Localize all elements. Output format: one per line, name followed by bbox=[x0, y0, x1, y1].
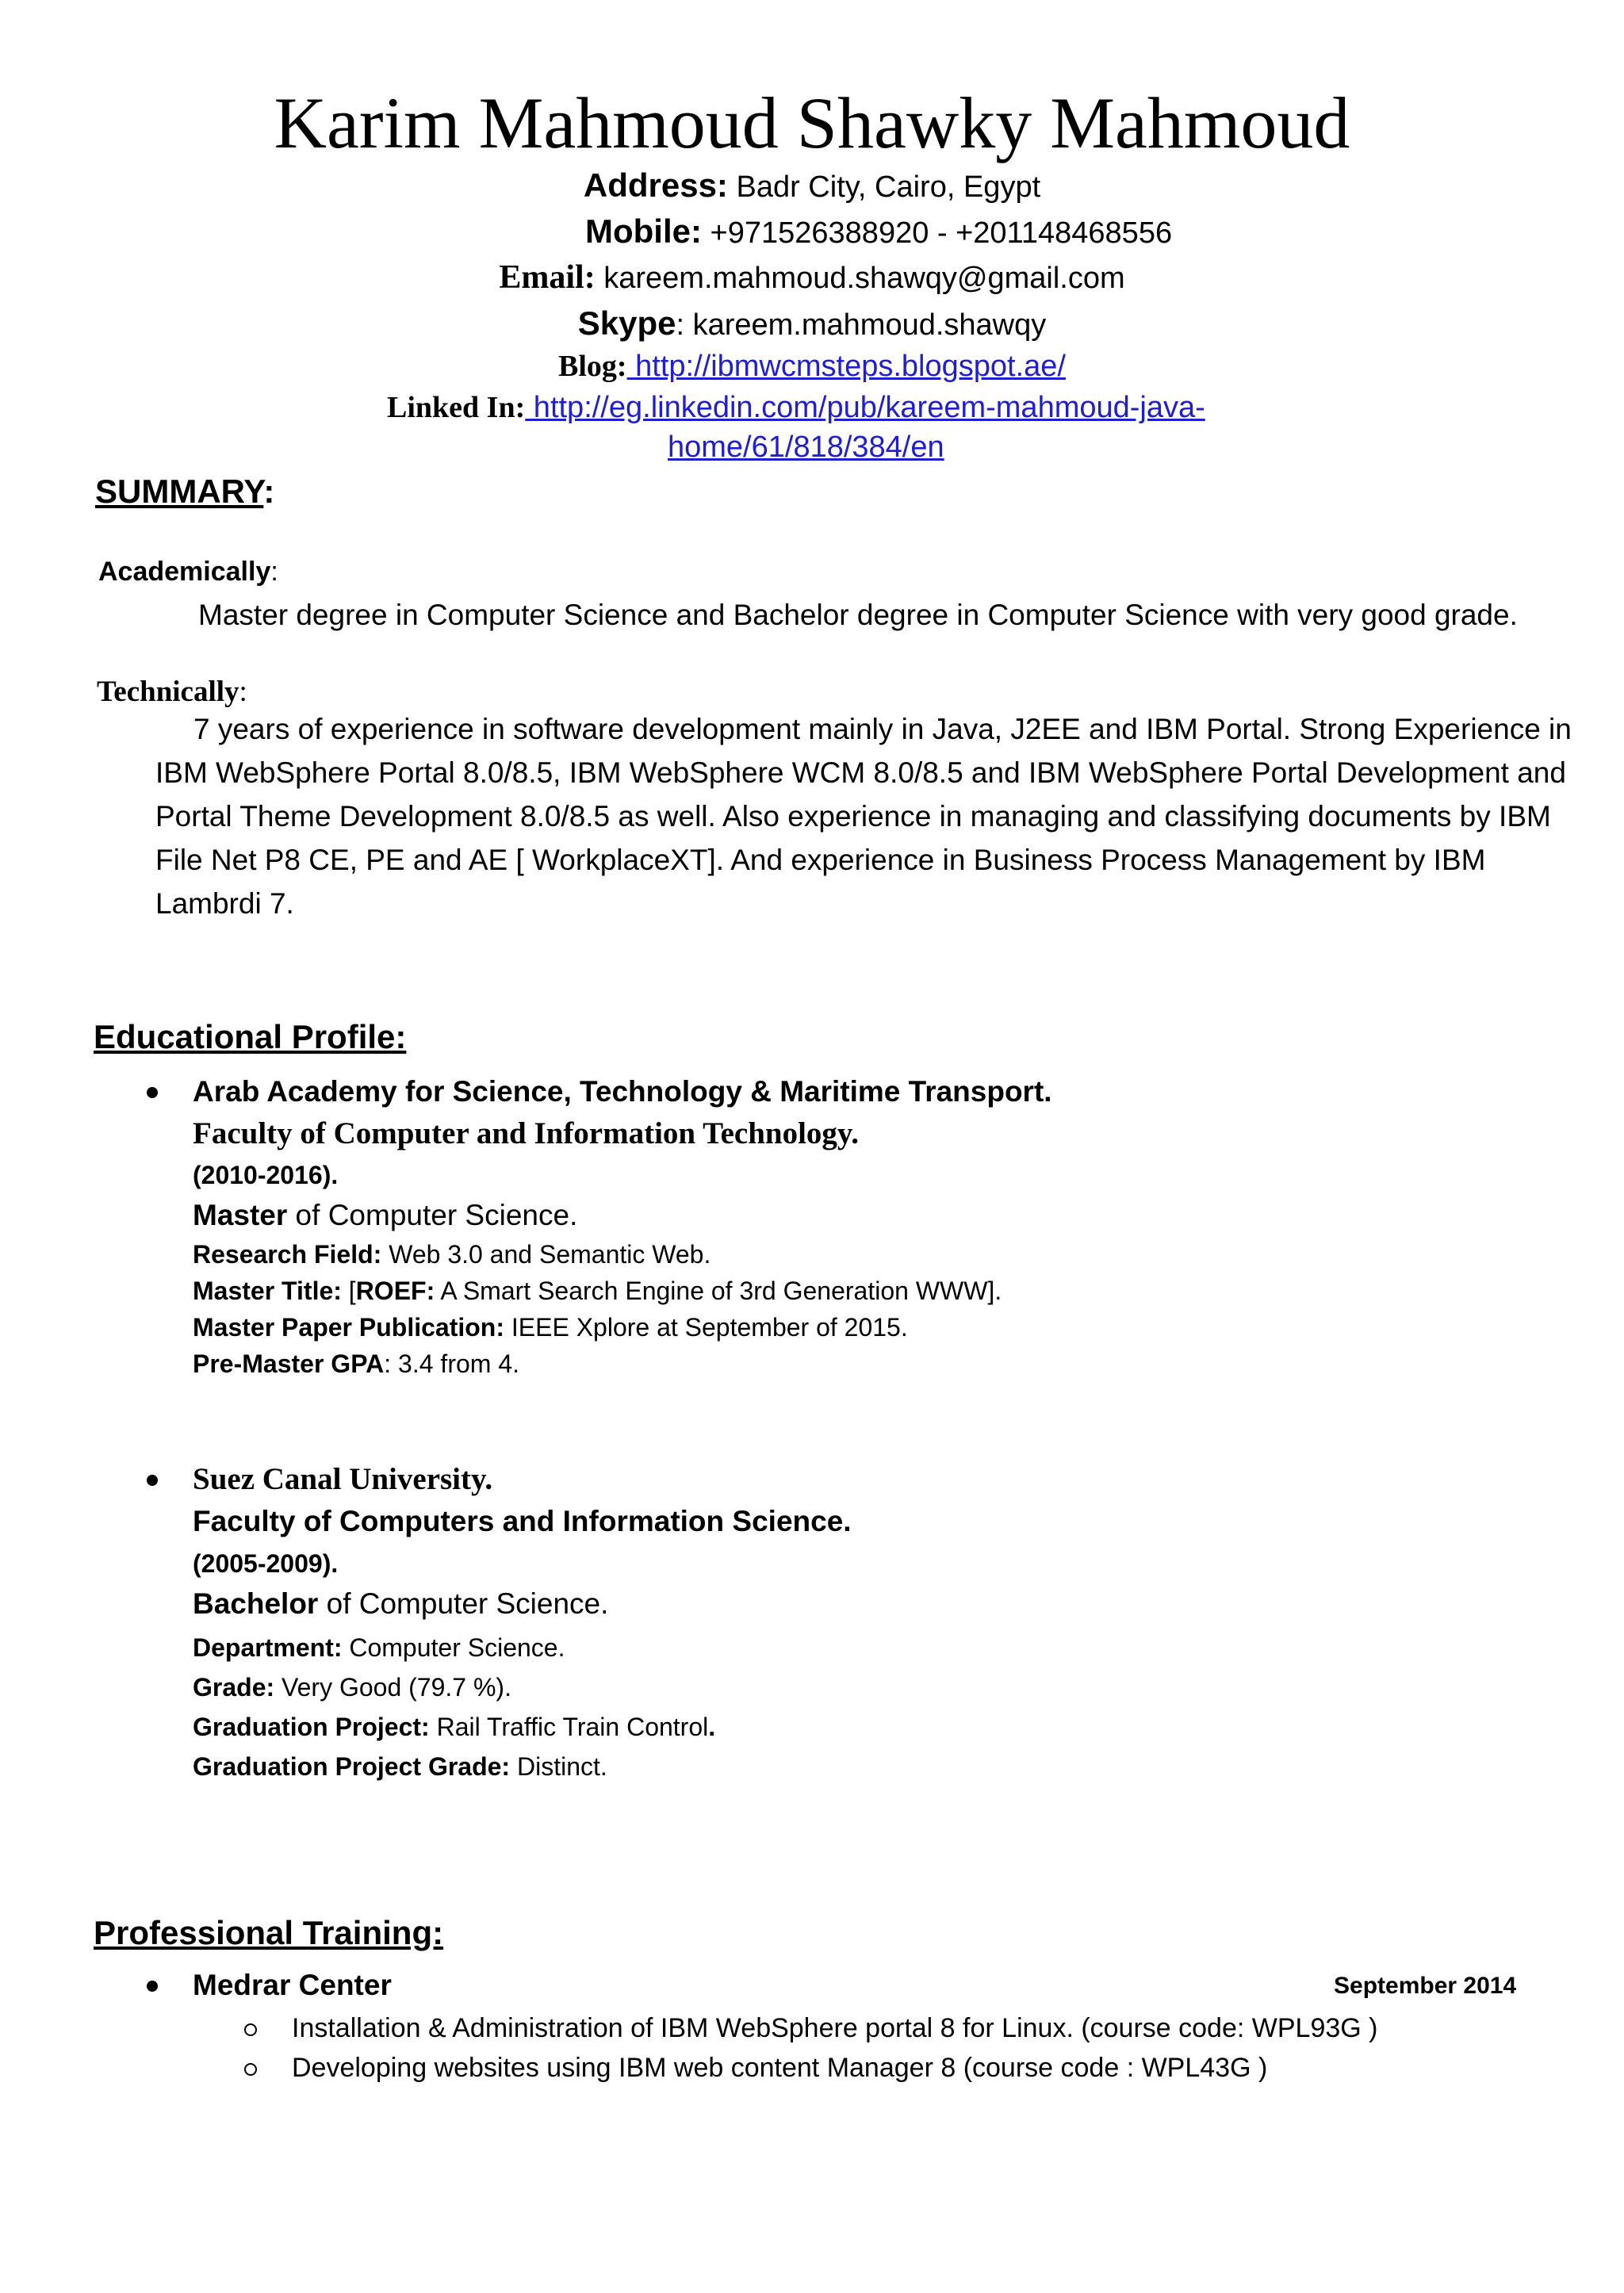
skype-value: : kareem.mahmoud.shawqy bbox=[676, 308, 1047, 342]
education-degree bbox=[193, 1197, 577, 1234]
education-detail bbox=[193, 1346, 519, 1381]
technically-text: 7 years of experience in software development mainly in Java, J2EE and IBM Portal. Strong Experience in IBM WebSphere Portal 8.0/8.5, IBM WebSphere WCM 8.0/8.5 and IBM WebSphere Portal Development and Portal Theme Development 8.0/8.5 as well. Also experience in managing and classifying documents by IBM File Net P8 CE, PE and AE [ WorkplaceXT]. And experience in Business Process Management by IBM Lambrdi 7. bbox=[155, 713, 1572, 920]
education-detail bbox=[193, 1709, 715, 1744]
education-detail bbox=[193, 1670, 511, 1705]
summary-heading bbox=[95, 471, 274, 512]
address-label: Address: bbox=[583, 167, 728, 204]
education-degree bbox=[193, 1586, 608, 1622]
bullet-icon bbox=[147, 1475, 158, 1486]
detail-value: : 3.4 from 4. bbox=[384, 1349, 519, 1378]
detail-value: Very Good (79.7 %). bbox=[274, 1673, 511, 1702]
education-institution: Suez Canal University. bbox=[193, 1462, 493, 1496]
education-heading: Educational Profile: bbox=[94, 1018, 407, 1055]
detail-value: A Smart Search Engine of 3rd Generation WWW]. bbox=[435, 1277, 1002, 1305]
training-heading: Professional Training: bbox=[94, 1914, 444, 1951]
mobile-line bbox=[585, 212, 1172, 252]
email-line bbox=[0, 258, 1624, 297]
circle-bullet-icon bbox=[244, 2063, 257, 2076]
detail-label: Graduation Project Grade: bbox=[193, 1752, 511, 1781]
technically-label: Technically bbox=[97, 676, 239, 708]
blog-label: Blog: bbox=[558, 350, 627, 383]
degree-bold: Master bbox=[193, 1199, 288, 1231]
detail-value: Distinct. bbox=[510, 1752, 607, 1781]
degree-rest: of Computer Science. bbox=[318, 1587, 609, 1620]
address-value: Badr City, Cairo, Egypt bbox=[727, 170, 1041, 204]
technically-text-block bbox=[155, 707, 1583, 925]
detail-label: Pre-Master GPA bbox=[193, 1349, 385, 1378]
summary-heading-colon: : bbox=[263, 473, 275, 510]
linkedin-label: Linked In: bbox=[387, 391, 526, 424]
degree-rest: of Computer Science. bbox=[287, 1199, 578, 1231]
mobile-label: Mobile: bbox=[585, 212, 702, 250]
education-detail bbox=[193, 1749, 607, 1784]
email-value: kareem.mahmoud.shawqy@gmail.com bbox=[595, 262, 1125, 295]
linkedin-line bbox=[387, 389, 1205, 427]
training-center: Medrar Center bbox=[193, 1969, 392, 2001]
detail-label: Research Field: bbox=[193, 1240, 382, 1269]
training-date: September 2014 bbox=[1334, 1973, 1517, 1999]
detail-label: Graduation Project: bbox=[193, 1713, 430, 1741]
email-label: Email: bbox=[499, 259, 596, 296]
detail-label: Master Paper Publication: bbox=[193, 1313, 504, 1342]
education-years: (2005-2009). bbox=[193, 1549, 339, 1578]
detail-value-tail: . bbox=[708, 1713, 716, 1741]
detail-value-pre: [ bbox=[341, 1277, 356, 1305]
detail-label: Grade: bbox=[193, 1673, 275, 1702]
education-detail bbox=[193, 1630, 565, 1665]
detail-label: Master Title: bbox=[193, 1277, 342, 1305]
blog-link[interactable]: http://ibmwcmsteps.blogspot.ae/ bbox=[626, 350, 1066, 383]
circle-bullet-icon bbox=[244, 2023, 257, 2036]
detail-value: Rail Traffic Train Control bbox=[429, 1713, 709, 1741]
technically-colon: : bbox=[239, 676, 247, 708]
academically-colon: : bbox=[270, 557, 278, 587]
education-faculty: Faculty of Computer and Information Technology. bbox=[193, 1116, 860, 1150]
bullet-icon bbox=[147, 1087, 158, 1098]
education-institution: Arab Academy for Science, Technology & Maritime Transport. bbox=[193, 1075, 1052, 1108]
linkedin-link-part2[interactable]: home/61/818/384/en bbox=[668, 431, 944, 464]
education-detail bbox=[193, 1273, 1002, 1308]
detail-value: Computer Science. bbox=[342, 1633, 565, 1662]
mobile-value: +971526388920 - +201148468556 bbox=[701, 216, 1173, 250]
detail-value-bold: ROEF: bbox=[355, 1277, 435, 1305]
skype-line bbox=[0, 304, 1624, 344]
education-years: (2010-2016). bbox=[193, 1161, 339, 1189]
candidate-name: Karim Mahmoud Shawky Mahmoud bbox=[274, 82, 1350, 163]
summary-heading-text: SUMMARY bbox=[95, 473, 264, 510]
academically-label: Academically bbox=[98, 557, 271, 587]
academically-label-line bbox=[98, 555, 278, 588]
training-course: Installation & Administration of IBM WebSphere portal 8 for Linux. (course code: WPL93G ) bbox=[292, 2013, 1378, 2043]
technically-label-line bbox=[97, 674, 247, 710]
academically-text: Master degree in Computer Science and Bachelor degree in Computer Science with very good grade. bbox=[198, 599, 1518, 631]
detail-label: Department: bbox=[193, 1633, 343, 1662]
education-detail bbox=[193, 1310, 908, 1345]
skype-label: Skype bbox=[577, 304, 676, 342]
degree-bold: Bachelor bbox=[193, 1587, 319, 1620]
training-course: Developing websites using IBM web content Manager 8 (course code : WPL43G ) bbox=[292, 2053, 1268, 2083]
detail-value: IEEE Xplore at September of 2015. bbox=[504, 1313, 908, 1342]
education-faculty: Faculty of Computers and Information Science. bbox=[193, 1505, 852, 1537]
detail-value: Web 3.0 and Semantic Web. bbox=[381, 1240, 711, 1269]
bullet-icon bbox=[147, 1981, 158, 1992]
education-detail bbox=[193, 1237, 710, 1272]
address-line bbox=[0, 167, 1624, 206]
blog-line bbox=[0, 347, 1624, 385]
linkedin-link-part1[interactable]: http://eg.linkedin.com/pub/kareem-mahmoud-java- bbox=[525, 391, 1205, 424]
